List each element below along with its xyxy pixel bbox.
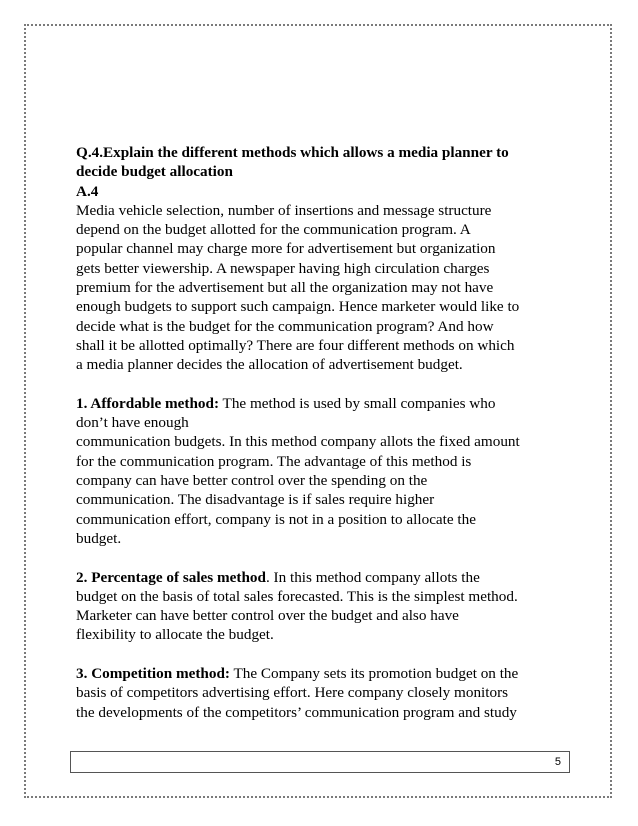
method-line: don’t have enough <box>76 414 189 432</box>
method-text: The Company sets its promotion budget on the <box>229 665 519 683</box>
method-line: basis of competitors advertising effort. Here company closely monitors <box>76 684 509 702</box>
answer-line: depend on the budget allotted for the communication program. A <box>76 221 471 239</box>
method-title: 3. Competition method: <box>76 665 230 683</box>
method-title: 2. Percentage of sales method <box>76 568 266 586</box>
method-line: budget. <box>76 529 122 547</box>
answer-line: popular channel may charge more for advertisement but organization <box>76 240 496 258</box>
paragraph-gap <box>76 548 566 567</box>
method-title: 1. Affordable method: <box>76 394 220 412</box>
method-line: Marketer can have better control over the budget and also have <box>76 607 459 625</box>
method-text: . In this method company allots the <box>265 568 480 586</box>
paragraph-gap <box>76 375 566 394</box>
method-line: the developments of the competitors’ communication program and study <box>76 703 517 721</box>
method-line: communication budgets. In this method company allots the fixed amount <box>76 433 520 451</box>
document-body <box>76 143 566 722</box>
answer-line: decide what is the budget for the communication program? And how <box>76 317 494 335</box>
method-line: for the communication program. The advantage of this method is <box>76 452 472 470</box>
question-line: Q.4.Explain the different methods which allows a media planner to <box>76 144 509 161</box>
method-line: budget on the basis of total sales forecasted. This is the simplest method. <box>76 587 518 605</box>
answer-line: enough budgets to support such campaign. Hence marketer would like to <box>76 298 520 316</box>
page-footer <box>70 751 570 773</box>
question-line: decide budget allocation <box>76 163 233 181</box>
answer-line: Media vehicle selection, number of insertions and message structure <box>76 201 492 219</box>
method-line: flexibility to allocate the budget. <box>76 626 274 644</box>
method-line: communication. The disadvantage is if sales require higher <box>76 491 435 509</box>
method-line: communication effort, company is not in a position to allocate the <box>76 510 476 528</box>
answer-line: gets better viewership. A newspaper having high circulation charges <box>76 259 490 277</box>
method-heading-line <box>76 664 566 683</box>
method-heading-line <box>76 568 566 587</box>
method-line: company can have better control over the spending on the <box>76 472 428 490</box>
paragraph-gap <box>76 645 566 664</box>
answer-line: a media planner decides the allocation of advertisement budget. <box>76 356 463 374</box>
method-text: The method is used by small companies who <box>219 394 496 412</box>
answer-label: A.4 <box>76 182 99 200</box>
method-heading-line <box>76 394 566 413</box>
answer-line: shall it be allotted optimally? There are four different methods on which <box>76 336 515 354</box>
answer-line: premium for the advertisement but all the organization may not have <box>76 279 494 297</box>
page-number: 5 <box>554 756 561 768</box>
